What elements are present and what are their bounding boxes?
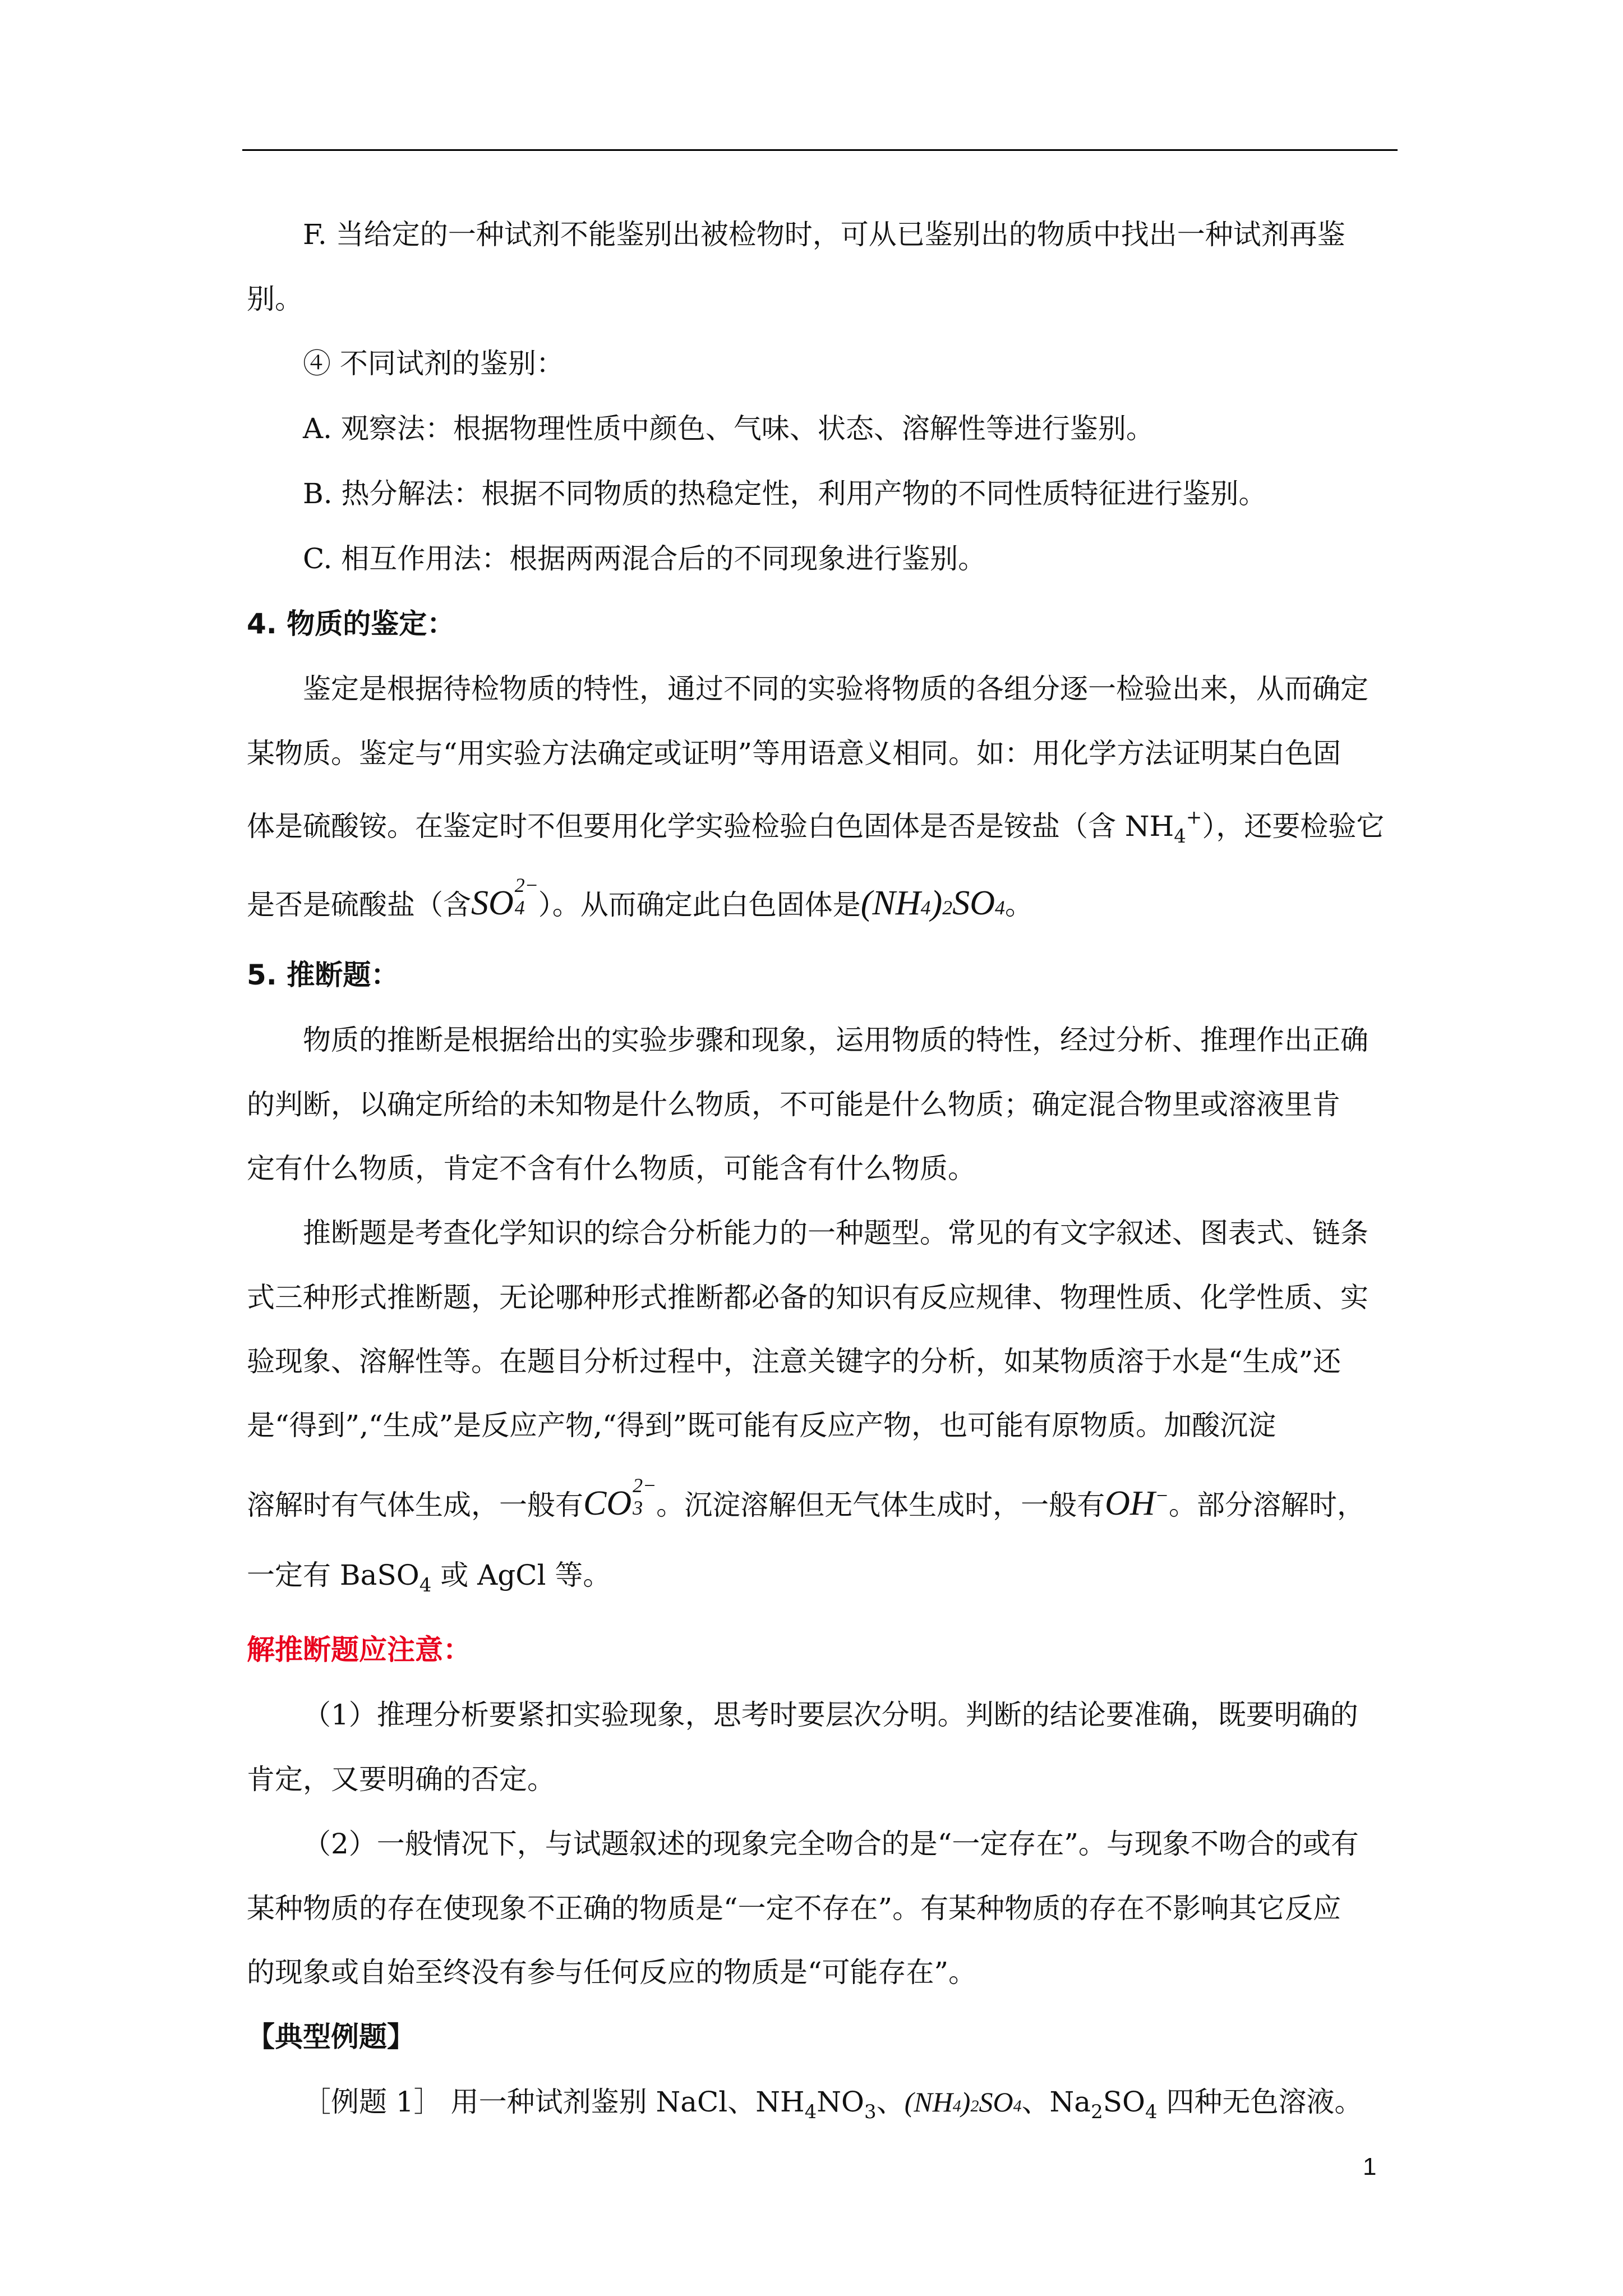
item-b: B. 热分解法：根据不同物质的热稳定性，利用产物的不同性质特征进行鉴别。 [303,477,1267,510]
page-number: 1 [1363,2153,1377,2180]
paragraph-identification-3: 体是硫酸铵。在鉴定时不但要用化学实验检验白色固体是否是铵盐（含 $NH_4^+$），还要检验它 [247,806,1385,848]
paragraph-identification-2: 某物质。鉴定与“用实验方法确定或证明”等用语意义相同。如：用化学方法证明某白色固 [247,737,1341,770]
item-c: C. 相互作用法：根据两两混合后的不同现象进行鉴别。 [303,542,986,575]
document-body [247,202,1402,2145]
paragraph-inference-3: 定有什么物质，肯定不含有什么物质，可能含有什么物质。 [247,1152,976,1185]
paragraph-identification: 鉴定是根据待检物质的特性，通过不同的实验将物质的各组分逐一检验出来，从而确定 [303,673,1368,705]
note-2-cont-2: 的现象或自始至终没有参与任何反应的物质是“可能存在”。 [247,1956,977,1989]
header-rule [242,149,1398,151]
note-2-cont: 某种物质的存在使现象不正确的物质是“一定不存在”。有某种物质的存在不影响其它反应 [247,1892,1341,1925]
paragraph-identification-4: 是否是硫酸盐（含SO 2− 4 ）。从而确定此白色固体是(NH4)2SO4。 [247,874,1033,922]
typical-examples-heading: 【典型例题】 [247,2021,415,2053]
paragraph-question-type-4: 是“得到”,“生成”是反应产物,“得到”既可能有反应产物，也可能有原物质。加酸沉淀 [247,1409,1276,1442]
ammonium-sulfate-formula-2: (NH4)2SO4 [904,2086,1022,2118]
paragraph-question-type-6: 一定有 BaSO$_4$ 或 AgCl 等。 [247,1559,611,1596]
paragraph-f-cont: 别。 [247,283,303,315]
example-1: ［例题 1］ 用一种试剂鉴别 NaCl、$NH_4NO_3$、(NH4)2SO4、$Na_2SO_4$ 四种无色溶液。 [303,2086,1363,2123]
paragraph-question-type: 推断题是考查化学知识的综合分析能力的一种题型。常见的有文字叙述、图表式、链条 [303,1217,1368,1249]
carbonate-ion-formula: CO [583,1484,632,1522]
ammonium-sulfate-formula: (NH4)2SO4 [860,884,1005,922]
section-5-heading: 5. 推断题： [247,959,399,991]
note-heading: 解推断题应注意： [247,1634,471,1666]
hydroxide-ion-formula: OH− [1105,1484,1169,1522]
section-4-heading: 4. 物质的鉴定： [247,608,455,640]
sulfate-ion-formula: SO [471,884,514,922]
paragraph-question-type-5: 溶解时有气体生成，一般有CO 2− 3 。沉淀溶解但无气体生成时，一般有OH−。部分溶解时， [247,1474,1365,1522]
note-1: （1）推理分析要紧扣实验现象，思考时要层次分明。判断的结论要准确，既要明确的 [303,1699,1358,1731]
note-2: （2）一般情况下，与试题叙述的现象完全吻合的是“一定存在”。与现象不吻合的或有 [303,1828,1359,1860]
item-4-heading: ④ 不同试剂的鉴别： [303,347,564,380]
paragraph-f: F. 当给定的一种试剂不能鉴别出被检物时，可从已鉴别出的物质中找出一种试剂再鉴 [303,218,1345,251]
paragraph-question-type-2: 式三种形式推断题，无论哪种形式推断都必备的知识有反应规律、物理性质、化学性质、实 [247,1281,1368,1314]
paragraph-inference-2: 的判断，以确定所给的未知物是什么物质，不可能是什么物质；确定混合物里或溶液里肯 [247,1088,1340,1121]
item-a: A. 观察法：根据物理性质中颜色、气味、状态、溶解性等进行鉴别。 [303,412,1154,445]
paragraph-question-type-3: 验现象、溶解性等。在题目分析过程中，注意关键字的分析，如某物质溶于水是“生成”还 [247,1345,1341,1378]
note-1-cont: 肯定，又要明确的否定。 [247,1763,555,1796]
paragraph-inference: 物质的推断是根据给出的实验步骤和现象，运用物质的特性，经过分析、推理作出正确 [303,1024,1368,1056]
